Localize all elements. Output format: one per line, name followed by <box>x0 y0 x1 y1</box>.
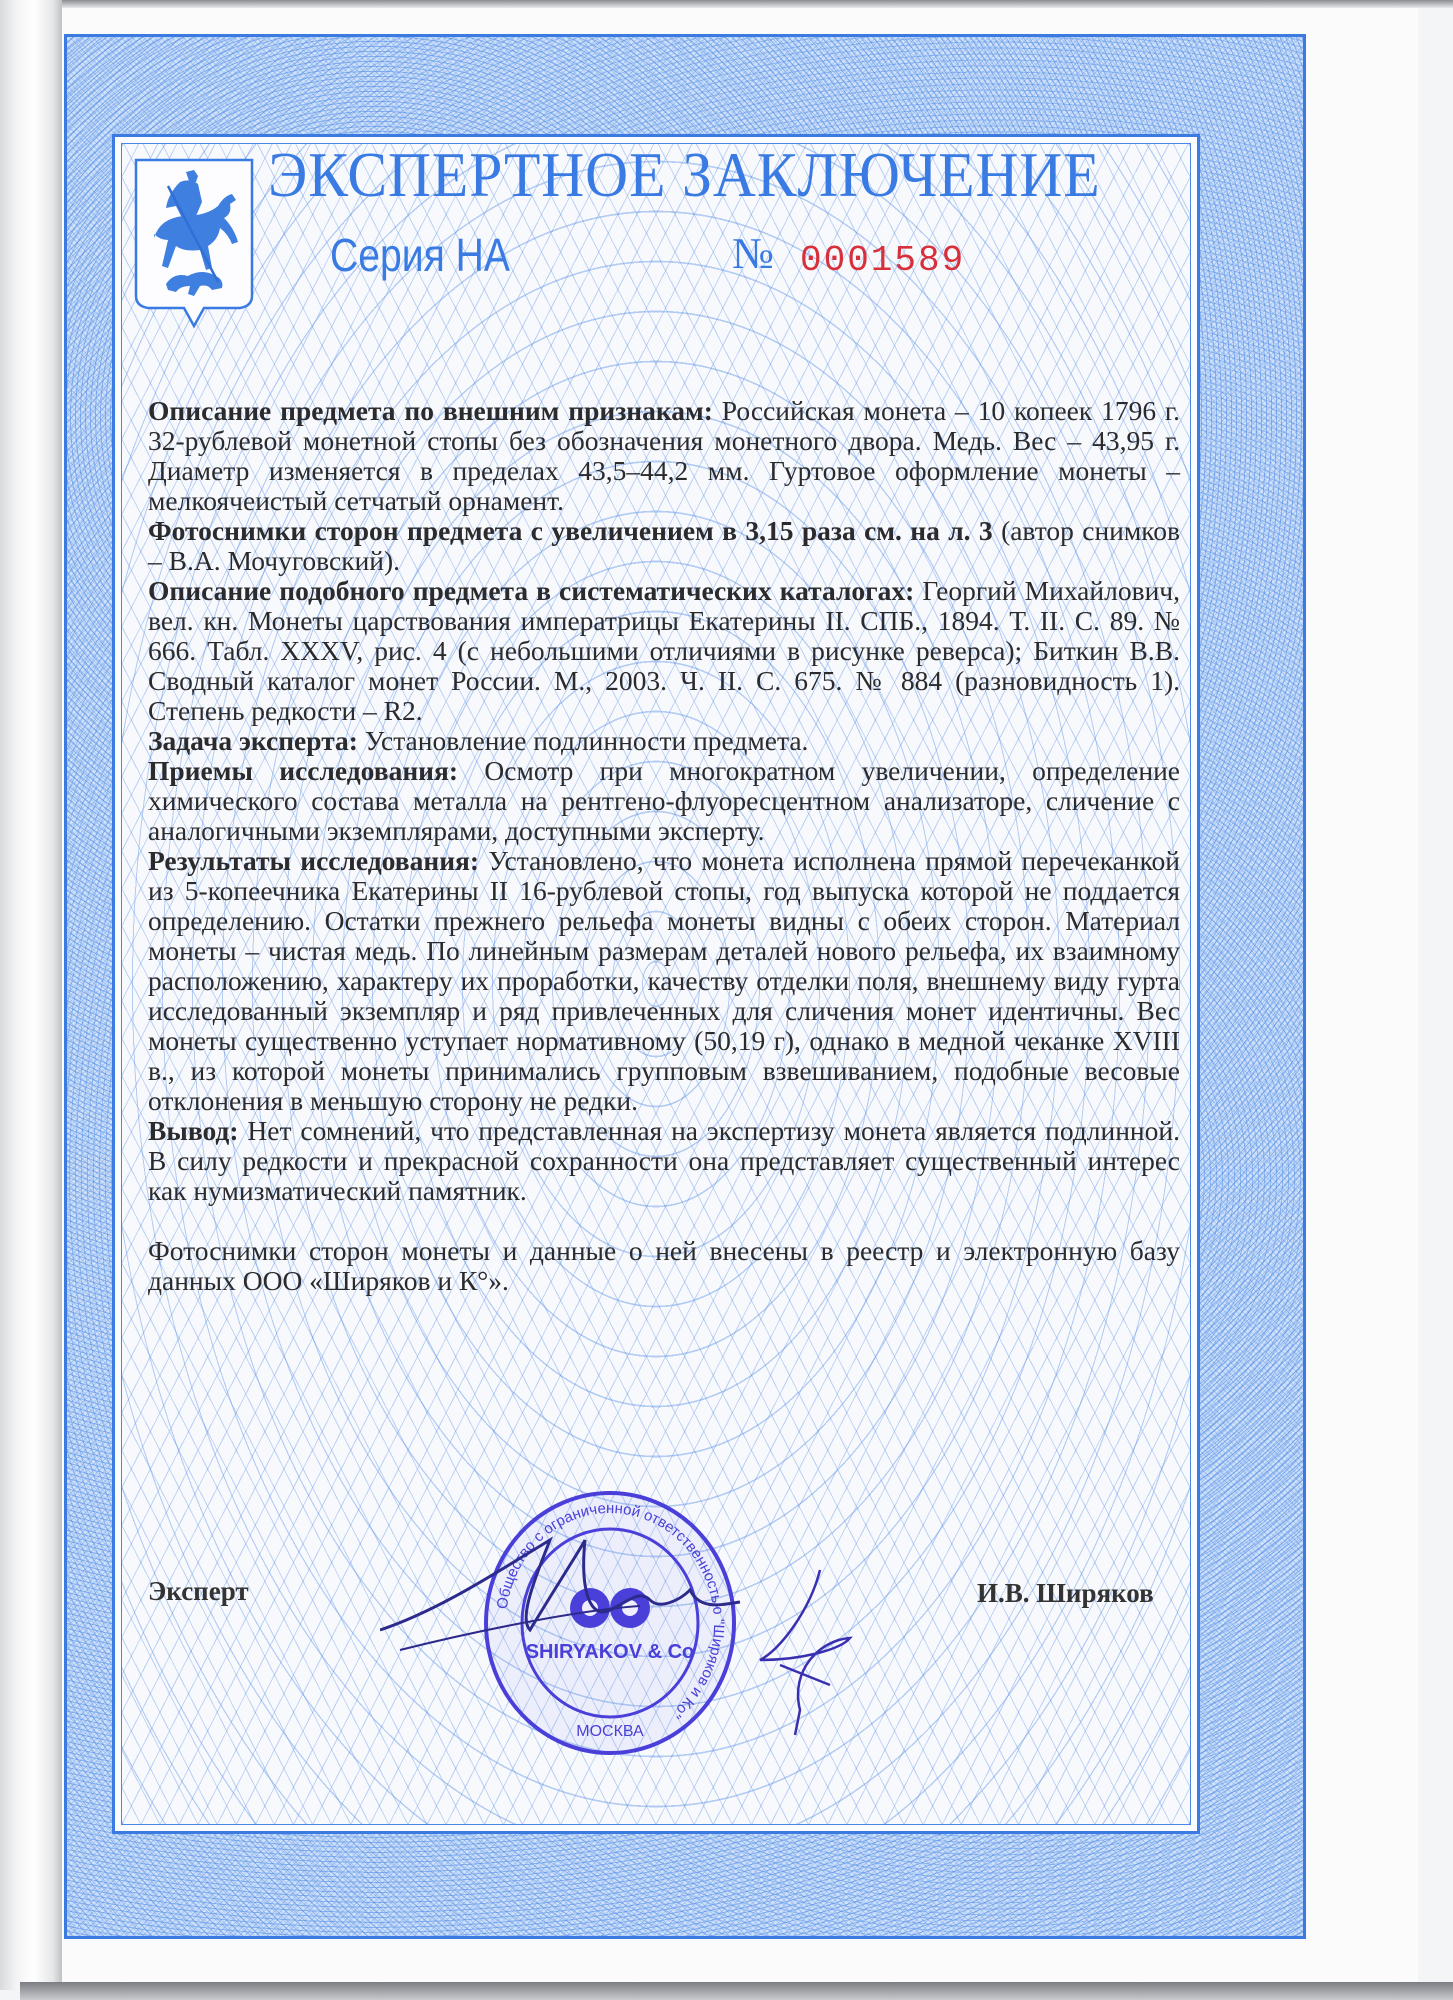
section-heading: Задача эксперта: <box>148 725 358 756</box>
moscow-coat-of-arms-icon <box>132 156 256 332</box>
section-text: Нет сомнений, что представленная на экспертизу монета является подлинной. В силу редкости и прекрасной сохранности она представляет существенный интерес как нумизматический памятник. <box>148 1115 1180 1206</box>
section-text: Установление подлинности предмета. <box>357 725 809 756</box>
section-heading: Описание предмета по внешним признакам: <box>148 395 713 426</box>
stamp-center-text: SHIRYAKOV & Co <box>525 1641 695 1663</box>
section-heading: Результаты исследования: <box>148 845 480 876</box>
section-text: Осмотр при многократном увеличении, определение химического состава металла на рентгено-флуоресцентном анализаторе, сличение с аналогичными экземплярами, доступными эксперту. <box>148 755 1180 846</box>
registry-note: Фотоснимки сторон монеты и данные о ней внесены в реестр и электронную базу данных ООО «Ширяков и К°». <box>148 1235 1180 1296</box>
stamp-ring-text: Общество с ограниченной ответственностью "Ширяков и Ко" <box>493 1499 728 1722</box>
certificate-number: 0001589 <box>800 240 966 281</box>
section-heading: Приемы исследования: <box>148 755 459 786</box>
section-text: (автор снимков – В.А. Мочуговский). <box>148 515 1180 576</box>
section-photos <box>148 516 1180 576</box>
section-research-results <box>148 846 1180 1116</box>
section-text: Георгий Михайлович, вел. кн. Монеты царствования императрицы Екатерины II. СПБ., 1894. Т. II. С. 89. № 666. Табл. XXXV, рис. 4 (с небольшими отличиями в рисунке реверса); Биткин В.В. Сводный каталог монет России. М., 2003. Ч. II. С. 675. № 884 (разновидность 1). Степень редкости – R2. <box>148 575 1180 726</box>
section-heading: Вывод: <box>148 1115 239 1146</box>
section-heading: Описание подобного предмета в систематических каталогах: <box>148 575 915 606</box>
stamp-city: МОСКВА <box>576 1723 644 1740</box>
section-text: Российская монета – 10 копеек 1796 г. 32-рублевой монетной стопы без обозначения монетного двора. Медь. Вес – 43,95 г. Диаметр изменяется в пределах 43,5–44,2 мм. Гуртовое оформление монеты – мелкоячеистый сетчатый орнамент. <box>148 395 1180 516</box>
section-heading: Фотоснимки сторон предмета с увеличением в 3,15 раза см. на л. 3 <box>148 515 993 546</box>
section-external-description <box>148 396 1180 516</box>
scan-bottom-shadow <box>20 1982 1453 2000</box>
document-title: ЭКСПЕРТНОЕ ЗАКЛЮЧЕНИЕ <box>268 139 1101 210</box>
certificate-body <box>148 396 1180 1296</box>
handwritten-signature <box>380 1510 900 1750</box>
section-catalog-references <box>148 576 1180 726</box>
book-binding-edge <box>0 0 62 1990</box>
section-text: Установлено, что монета исполнена прямой перечеканкой из 5-копеечника Екатерины II 16-рублевой стопы, год выпуска которой не поддается определению. Остатки прежнего рельефа монеты видны с обеих сторон. Материал монеты – чистая медь. По линейным размерам деталей нового рельефа, их взаимному расположению, характеру их проработки, качеству отделки поля, внешнему виду гурта исследованный экземпляр и ряд привлеченных для сличения монет идентичны. Вес монеты существенно уступает нормативному (50,19 г), однако в медной чеканке XVIII в., из которой монеты принимались групповым взвешиванием, подобные весовые отклонения в меньшую сторону не редки. <box>148 845 1180 1116</box>
series-label: Серия НА <box>330 229 510 281</box>
section-expert-task <box>148 726 1180 756</box>
section-conclusion <box>148 1116 1180 1206</box>
section-research-methods <box>148 756 1180 846</box>
spacer <box>148 1206 1180 1236</box>
expert-name: И.В. Ширяков <box>977 1578 1154 1608</box>
scan-top-shadow <box>0 0 1453 8</box>
expert-label: Эксперт <box>148 1576 249 1606</box>
number-sign: № <box>732 229 774 278</box>
